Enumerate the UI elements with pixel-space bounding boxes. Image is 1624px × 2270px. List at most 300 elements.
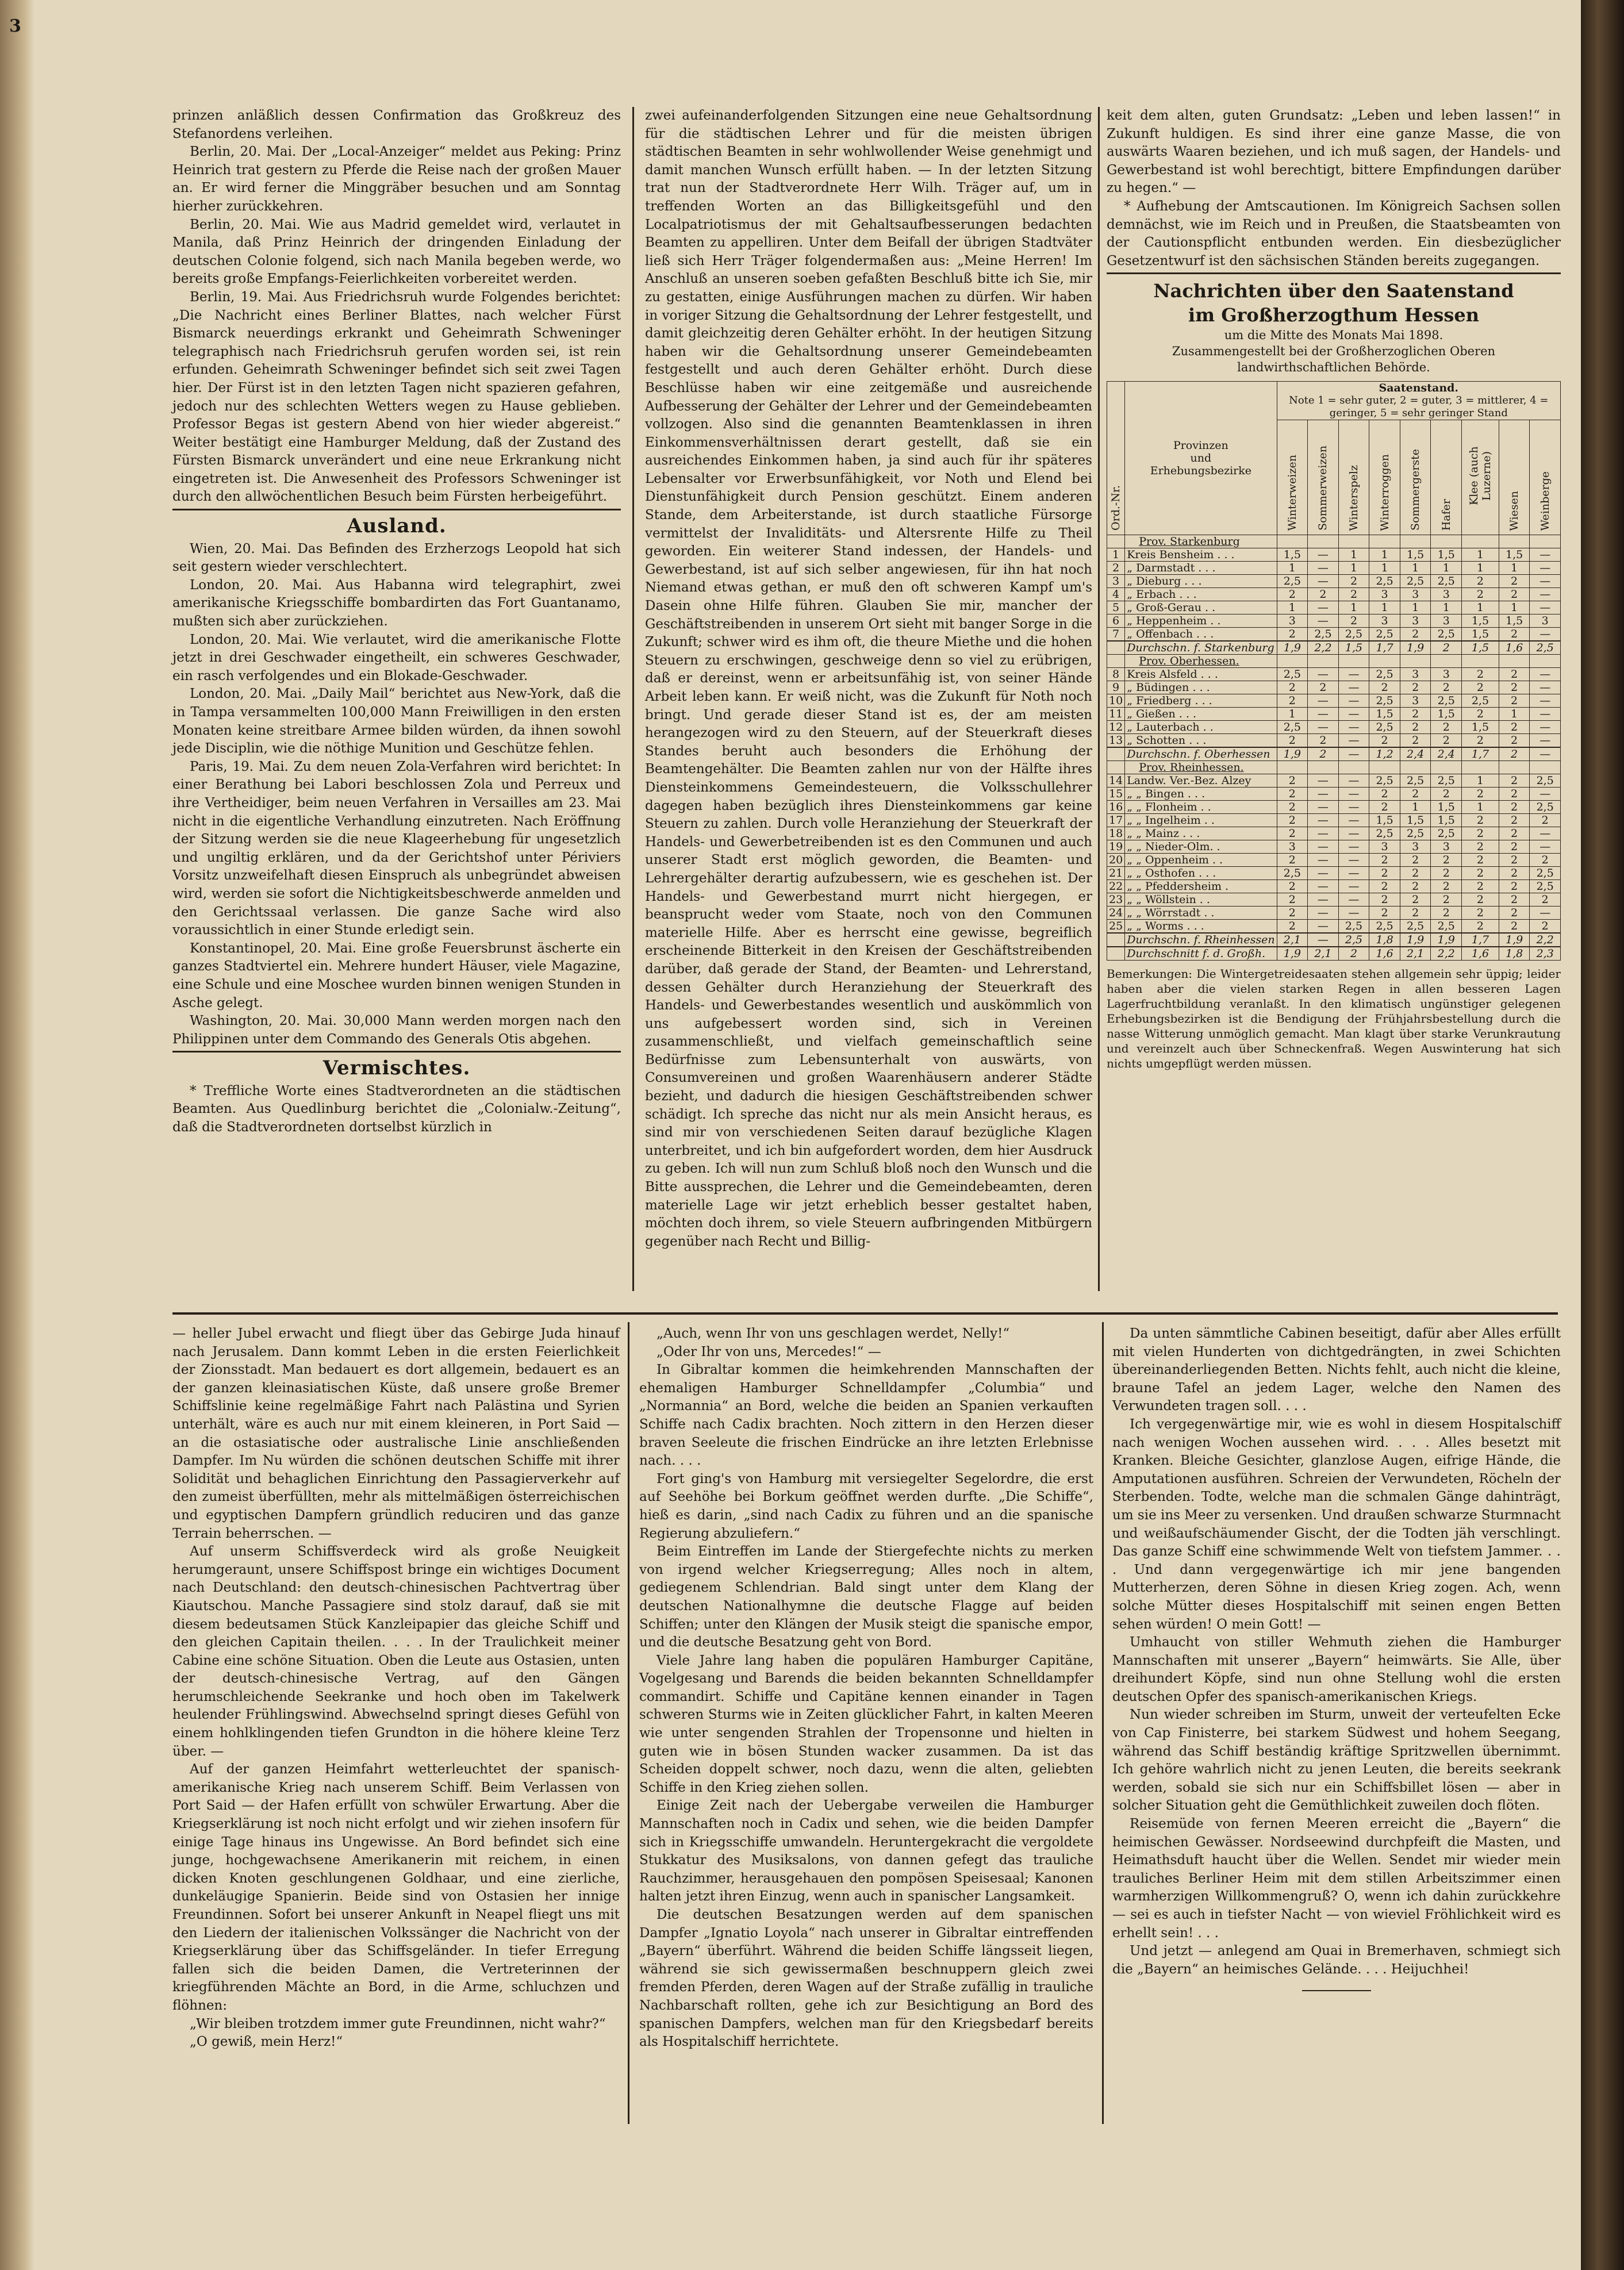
news-paragraph: London, 20. Mai. Wie verlautet, wird die amerikanische Flotte jetzt in drei Geschwader eingetheilt, ein schweres Geschwader, ein rasch verfolgendes und ein Blokade-Geschwader. <box>172 632 621 683</box>
crop-header: Klee (auch Luzerne) <box>1462 420 1499 535</box>
table-cell: — <box>1530 721 1561 734</box>
table-cell: 2 <box>1431 641 1462 655</box>
table-cell: 2 <box>1462 867 1499 880</box>
table-cell: 2 <box>1277 788 1308 801</box>
table-cell: 2,5 <box>1369 668 1400 681</box>
table-cell <box>1308 761 1339 774</box>
table-cell: 2 <box>1499 721 1530 734</box>
table-cell: 1 <box>1499 601 1530 614</box>
table-cell: 1 <box>1277 708 1308 721</box>
row-number: 23 <box>1107 893 1125 907</box>
feuilleton-paragraph: „O gewiß, mein Herz!“ <box>190 2034 343 2050</box>
row-number: 1 <box>1107 548 1125 562</box>
table-cell: 1,5 <box>1499 614 1530 628</box>
news-paragraph: Wien, 20. Mai. Das Befinden des Erzherzogs Leopold hat sich seit gestern wieder verschlechtert. <box>172 541 621 575</box>
table-row <box>1107 788 1561 801</box>
row-label: Durchschnitt f. d. Großh. <box>1125 947 1277 961</box>
row-label: „ Gießen . . . <box>1125 708 1277 721</box>
table-cell: 1 <box>1431 562 1462 575</box>
table-cell: 1,7 <box>1462 747 1499 761</box>
table-cell: 1,6 <box>1499 641 1530 655</box>
crop-header: Weinberge <box>1530 420 1561 535</box>
table-cell: 2,5 <box>1530 867 1561 880</box>
column-1 <box>172 107 621 1137</box>
table-cell: 2,5 <box>1400 575 1431 588</box>
table-cell: — <box>1338 681 1369 694</box>
table-cell: 2 <box>1277 588 1308 601</box>
end-rule <box>1302 1990 1371 1991</box>
table-cell: 2,5 <box>1277 721 1308 734</box>
table-cell: 2 <box>1431 880 1462 893</box>
row-number: 19 <box>1107 840 1125 854</box>
table-cell: 1 <box>1338 548 1369 562</box>
table-cell: 1,5 <box>1400 548 1431 562</box>
row-number: 7 <box>1107 628 1125 642</box>
table-cell: 2 <box>1277 628 1308 642</box>
table-header-ordnr: Ord.-Nr. <box>1107 382 1125 535</box>
table-cell: 1,9 <box>1277 641 1308 655</box>
table-cell: 3 <box>1431 614 1462 628</box>
table-cell: 1,6 <box>1462 947 1499 961</box>
table-cell: — <box>1308 814 1339 827</box>
table-cell: — <box>1530 708 1561 721</box>
table-cell: 3 <box>1431 588 1462 601</box>
feuilleton-paragraph: Ich vergegenwärtige mir, wie es wohl in diesem Hospitalschiff nach wenigen Wochen aussehen wird. . . . Alles besetzt mit Kranken. Bleiche Gesichter, glanzlose Augen, eifrige Hände, die Amputationen ausführen. Schreien der Verwundeten, Röcheln der Sterbenden. Todte, welche man die schmalen Gänge dahinträgt, um sie ins Meer zu versenken. Und draußen schwarze Sturmnacht und weißaufschäumender Gischt, der die Todten jäh verschlingt. Das ganze Schiff eine schwimmende Welt von tiefstem Jammer. . . . Und dann vergegenwärtige ich mir jene bangenden Mutterherzen, deren Söhne in diesen Krieg zogen. Ach, wenn solche Mütter dieses Hospitalschiff mit seinen engen Betten sehen würden! O mein Gott! — <box>1112 1416 1561 1632</box>
table-cell <box>1431 655 1462 668</box>
row-label: „ Erbach . . . <box>1125 588 1277 601</box>
row-number: 12 <box>1107 721 1125 734</box>
table-cell: 2 <box>1462 893 1499 907</box>
table-row <box>1107 747 1561 761</box>
row-label: Landw. Ver.-Bez. Alzey <box>1125 774 1277 788</box>
feuilleton-paragraph: Einige Zeit nach der Uebergabe verweilen die Hamburger Mannschaften noch in Cadix und sehen, wie die beiden Dampfer sich in Kriegsschiffe umwandeln. Heruntergekracht die vergoldete Stukkatur des Musiksalons, von dannen gefegt das trauliche Rauchzimmer, herausgehauen den pompösen Speisesaal; Kanonen halten jetzt ihren Einzug, wenn auch in spanischer Langsamkeit. <box>639 1798 1093 1904</box>
table-row <box>1107 548 1561 562</box>
section-heading-vermischtes: Vermischtes. <box>323 1057 471 1080</box>
row-label: „ „ Nieder-Olm. . <box>1125 840 1277 854</box>
table-cell: — <box>1530 548 1561 562</box>
table-cell: 2,4 <box>1431 747 1462 761</box>
table-cell: 1,7 <box>1462 933 1499 947</box>
table-cell: 1 <box>1400 801 1431 814</box>
table-cell: 2,5 <box>1431 694 1462 708</box>
feuilleton-paragraph: Nun wieder schreiben im Sturm, unweit der verteufelten Ecke von Cap Finisterre, bei starkem Südwest und hohem Seegang, während das Schiff beständig kräftige Spritzwellen übernimmt. Ich gehöre wahrlich nicht zu jenen Leuten, die bereits seekrank werden, sobald sie sich nur ein Schiffsbillet lösen — aber in solcher Situation geht die Gemüthlichkeit zuweilen doch flöten. <box>1112 1707 1561 1814</box>
table-cell: 2 <box>1462 814 1499 827</box>
row-number: 15 <box>1107 788 1125 801</box>
table-cell: 2 <box>1462 854 1499 867</box>
table-cell: 1,5 <box>1462 614 1499 628</box>
table-cell: 2 <box>1499 920 1530 934</box>
table-cell <box>1530 761 1561 774</box>
table-row <box>1107 562 1561 575</box>
row-label: „ Heppenheim . . <box>1125 614 1277 628</box>
table-cell: — <box>1308 854 1339 867</box>
table-cell: 2 <box>1431 734 1462 748</box>
row-number: 20 <box>1107 854 1125 867</box>
row-label: Kreis Bensheim . . . <box>1125 548 1277 562</box>
table-cell: 2 <box>1499 694 1530 708</box>
table-cell: 2,5 <box>1369 694 1400 708</box>
table-row <box>1107 920 1561 934</box>
table-row <box>1107 814 1561 827</box>
table-cell <box>1338 761 1369 774</box>
table-cell: — <box>1338 880 1369 893</box>
table-cell: 1,9 <box>1400 933 1431 947</box>
table-cell: — <box>1338 788 1369 801</box>
row-number: 5 <box>1107 601 1125 614</box>
section-divider <box>172 509 621 510</box>
table-row <box>1107 801 1561 814</box>
table-cell: 1,9 <box>1277 947 1308 961</box>
news-paragraph: keit dem alten, guten Grundsatz: „Leben und leben lassen!“ in Zukunft huldigen. Es sind ihrer eine ganze Masse, die von auswärts Waaren beziehen, und ich muß sagen, der Handels- und Gewerbestand ist wohl berechtigt, bittere Empfindungen darüber zu hegen.“ — <box>1107 108 1561 196</box>
row-number: 25 <box>1107 920 1125 934</box>
table-cell: 2 <box>1400 734 1431 748</box>
row-number: 18 <box>1107 827 1125 840</box>
table-cell: 2 <box>1462 907 1499 920</box>
table-cell: — <box>1338 840 1369 854</box>
table-cell: — <box>1338 774 1369 788</box>
saatenstand-title-2: im Großherzogthum Hessen <box>1188 304 1479 327</box>
table-cell: 2,5 <box>1308 628 1339 642</box>
table-cell: 2,3 <box>1530 947 1561 961</box>
table-cell: 2 <box>1431 721 1462 734</box>
table-cell: 2 <box>1499 588 1530 601</box>
saatenstand-date: um die Mitte des Monats Mai 1898. <box>1224 328 1443 343</box>
table-cell: 1,5 <box>1431 708 1462 721</box>
table-cell: — <box>1338 721 1369 734</box>
table-cell: 1 <box>1369 562 1400 575</box>
row-label: „ Groß-Gerau . . <box>1125 601 1277 614</box>
table-cell: 1,5 <box>1338 641 1369 655</box>
row-label: „ „ Wöllstein . . <box>1125 893 1277 907</box>
page-number: 3 <box>9 16 21 36</box>
table-cell: 1 <box>1400 562 1431 575</box>
table-row <box>1107 681 1561 694</box>
table-cell: — <box>1308 933 1339 947</box>
table-cell: — <box>1530 840 1561 854</box>
row-number: 21 <box>1107 867 1125 880</box>
table-cell: 2 <box>1400 628 1431 642</box>
feuilleton-paragraph: Fort ging's von Hamburg mit versiegelter Segelordre, die erst auf Seehöhe bei Borkum geöffnet werden durfte. „Die Schiffe“, hieß es darin, „sind nach Cadix zu führen und an die spanische Regierung abzuliefern.“ <box>639 1471 1093 1541</box>
table-row <box>1107 893 1561 907</box>
row-label: Prov. Rheinhessen. <box>1125 761 1277 774</box>
row-label: „ Schotten . . . <box>1125 734 1277 748</box>
table-cell: 2 <box>1462 681 1499 694</box>
table-cell: 1 <box>1277 601 1308 614</box>
table-cell: 1,5 <box>1431 801 1462 814</box>
saatenstand-table <box>1107 381 1561 961</box>
table-cell: 2 <box>1400 708 1431 721</box>
row-label: „ „ Flonheim . . <box>1125 801 1277 814</box>
table-cell: 2 <box>1499 827 1530 840</box>
table-cell: 3 <box>1400 840 1431 854</box>
table-cell: — <box>1338 694 1369 708</box>
table-row <box>1107 588 1561 601</box>
table-cell: 1,9 <box>1431 933 1462 947</box>
table-cell: — <box>1308 867 1339 880</box>
table-cell: 2 <box>1338 588 1369 601</box>
table-cell <box>1400 761 1431 774</box>
table-cell: 2 <box>1277 801 1308 814</box>
crop-header: Wiesen <box>1499 420 1530 535</box>
table-cell: 2 <box>1462 575 1499 588</box>
row-label: Durchschn. f. Starkenburg <box>1125 641 1277 655</box>
news-paragraph: London, 20. Mai. Aus Habanna wird telegraphirt, zwei amerikanische Kriegsschiffe bombardirten das Fort Guantanamo, mußten sich aber zurückziehen. <box>172 577 621 629</box>
table-cell <box>1308 655 1339 668</box>
news-paragraph: * Treffliche Worte eines Stadtverordneten an die städtischen Beamten. Aus Quedlinburg berichtet die „Colonialw.-Zeitung“, daß die Stadtverordneten dortselbst kürzlich in <box>172 1083 621 1135</box>
table-cell: 2 <box>1277 907 1308 920</box>
table-cell: — <box>1338 668 1369 681</box>
table-cell: 1,5 <box>1431 548 1462 562</box>
row-number: 11 <box>1107 708 1125 721</box>
row-label: Durchschn. f. Oberhessen <box>1125 747 1277 761</box>
table-cell <box>1277 761 1308 774</box>
row-label: Prov. Oberhessen. <box>1125 655 1277 668</box>
row-number: 16 <box>1107 801 1125 814</box>
table-cell: 2,5 <box>1369 721 1400 734</box>
news-paragraph: Berlin, 20. Mai. Der „Local-Anzeiger“ meldet aus Peking: Prinz Heinrich trat gestern zu Pferde die Reise nach der großen Mauer an. Er wird ferner die Minggräber besuchen und am Sonntag hierher zurückkehren. <box>172 144 621 214</box>
row-label: „ Dieburg . . . <box>1125 575 1277 588</box>
page-gutter <box>0 0 34 2270</box>
table-cell: 2,2 <box>1530 933 1561 947</box>
table-row <box>1107 708 1561 721</box>
table-cell: 3 <box>1277 840 1308 854</box>
news-paragraph: Berlin, 19. Mai. Aus Friedrichsruh wurde Folgendes berichtet: „Die Nachricht eines Berliner Blattes, nach welcher Fürst Bismarck neuerdings erkrankt und Geheimrath Schweninger telegraphisch nach Friedrichsruh gerufen worden sei, ist rein erfunden. Geheimrath Schweninger befindet sich seit zwei Tagen hier. Der Fürst ist in den letzten Tagen nicht spazieren gefahren, jedoch nur des schlechten Wetters wegen zu Hause geblieben. Professor Begas ist gestern Abend von hier wieder abgereist.“ Weiter bestätigt eine Hamburger Meldung, daß der Zustand des Fürsten Bismarck unverändert und eine neue Erkrankung nicht eingetreten ist. Die Anwesenheit des Professors Schweninger ist durch den allwöchentlichen Besuch beim Fürsten herbeigeführt. <box>172 289 621 505</box>
table-cell: 2 <box>1369 867 1400 880</box>
table-cell: — <box>1530 694 1561 708</box>
feuilleton-rule <box>172 1312 1558 1315</box>
row-number <box>1107 933 1125 947</box>
table-cell: — <box>1338 893 1369 907</box>
table-cell: 2 <box>1369 907 1400 920</box>
table-row <box>1107 933 1561 947</box>
section-heading-ausland: Ausland. <box>347 514 447 538</box>
news-paragraph: Paris, 19. Mai. Zu dem neuen Zola-Verfahren wird berichtet: In einer Berathung bei Labori beschlossen Zola und Perreux und ihre Vertheidiger, beim neuen Verfahren in Versailles am 23. Mai nicht in die eigentliche Verhandlung einzutreten. Nach Eröffnung der Sitzung werden sie die neue Klageerhebung für ungesetzlich und ungiltig erklären, und da der Gerichtshof unter Périviers Vorsitz unzweifelhaft diesen Einspruch als unbegründet abweisen wird, werden sie sofort die Nichtigkeitsbeschwerde anmelden und den Gerichtssaal verlassen. Die ganze Sache wird also voraussichtlich in einer Stunde erledigt sein. <box>172 759 621 938</box>
table-cell: 3 <box>1400 588 1431 601</box>
crop-header: Winterroggen <box>1369 420 1400 535</box>
table-cell: 2,5 <box>1530 641 1561 655</box>
row-number: 4 <box>1107 588 1125 601</box>
feuilleton-paragraph: Reisemüde von fernen Meeren erreicht die „Bayern“ die heimischen Gewässer. Nordseewind durchpfeift die Masten, und Heimathsduft haucht über die Wellen. Sendet mir wieder mein trauliches Berliner Heim mit dem stillen Arbeitszimmer einen warmherzigen Willkommengruß? O, wenn ich dahin zurückkehre — sei es auch in tiefster Nacht — von wieviel Fröhlichkeit wird es erhellt sein! . . . <box>1112 1816 1561 1941</box>
column-2 <box>645 107 1092 1251</box>
table-cell: 1 <box>1462 548 1499 562</box>
table-cell: — <box>1338 708 1369 721</box>
saatenstand-title: Nachrichten über den Saatenstand <box>1153 280 1514 302</box>
crop-header: Hafer <box>1431 420 1462 535</box>
table-cell: 2,5 <box>1400 920 1431 934</box>
table-cell: — <box>1530 562 1561 575</box>
table-cell <box>1462 535 1499 548</box>
table-cell: 3 <box>1277 614 1308 628</box>
table-cell: 2,5 <box>1277 575 1308 588</box>
row-label: „ „ Pfeddersheim . <box>1125 880 1277 893</box>
table-cell: 2,5 <box>1400 774 1431 788</box>
table-cell <box>1499 655 1530 668</box>
table-cell: — <box>1308 548 1339 562</box>
table-cell: — <box>1308 694 1339 708</box>
table-cell: 2 <box>1499 801 1530 814</box>
table-row <box>1107 535 1561 548</box>
feuilleton-paragraph: „Oder Ihr von uns, Mercedes!“ — <box>656 1344 881 1359</box>
table-cell: 1 <box>1462 801 1499 814</box>
row-label: „ Büdingen . . . <box>1125 681 1277 694</box>
table-cell: 1,5 <box>1369 814 1400 827</box>
table-cell: 2 <box>1499 840 1530 854</box>
table-row <box>1107 655 1561 668</box>
row-number: 3 <box>1107 575 1125 588</box>
table-cell: 2 <box>1462 708 1499 721</box>
row-label: „ „ Wörrstadt . . <box>1125 907 1277 920</box>
row-number: 6 <box>1107 614 1125 628</box>
table-cell <box>1400 535 1431 548</box>
table-cell: — <box>1530 575 1561 588</box>
table-cell: 2,1 <box>1308 947 1339 961</box>
table-cell: 2 <box>1277 893 1308 907</box>
table-cell: 2 <box>1277 880 1308 893</box>
table-cell: 2 <box>1499 668 1530 681</box>
table-cell: 2 <box>1462 788 1499 801</box>
table-cell: 2 <box>1308 681 1339 694</box>
table-cell: — <box>1308 880 1339 893</box>
feuilleton-paragraph: „Auch, wenn Ihr von uns geschlagen werdet, Nelly!“ <box>656 1326 1010 1341</box>
column-rule <box>632 107 634 1291</box>
section-divider <box>172 1051 621 1053</box>
table-cell: 2 <box>1400 880 1431 893</box>
section-divider <box>1107 272 1561 274</box>
table-cell: 2,1 <box>1277 933 1308 947</box>
row-number: 8 <box>1107 668 1125 681</box>
feuilleton-paragraph: Da unten sämmtliche Cabinen beseitigt, dafür aber Alles erfüllt mit vielen Hunderten von dichtgedrängten, in zwei Schichten übereinanderliegenden Betten. Nichts fehlt, auch nicht die kleine, braune Tafel an jedem Lager, welche den Namen des Verwundeten tragen soll. . . . <box>1112 1326 1561 1414</box>
table-cell <box>1277 535 1308 548</box>
table-cell: 2,5 <box>1369 920 1400 934</box>
row-label: „ Lauterbach . . <box>1125 721 1277 734</box>
table-cell: 2,4 <box>1400 747 1431 761</box>
news-paragraph: Washington, 20. Mai. 30,000 Mann werden morgen nach den Philippinen unter dem Commando des Generals Otis abgehen. <box>172 1013 621 1047</box>
row-number <box>1107 747 1125 761</box>
table-cell: 2 <box>1400 788 1431 801</box>
crop-header: Winterspelz <box>1338 420 1369 535</box>
table-cell: — <box>1308 708 1339 721</box>
table-cell: 2 <box>1369 893 1400 907</box>
table-cell: 2 <box>1462 840 1499 854</box>
table-cell <box>1369 655 1400 668</box>
table-cell: 1 <box>1369 548 1400 562</box>
table-cell <box>1462 761 1499 774</box>
row-label: „ „ Oppenheim . . <box>1125 854 1277 867</box>
table-cell: 3 <box>1431 840 1462 854</box>
feuilleton-paragraph: Beim Eintreffen im Lande der Stiergefechte nichts zu merken von irgend welcher Kriegserregung; Alles noch in altem, gediegenem Schlendrian. Bald singt unter dem Klang der deutschen Nationalhymne die deutsche Flagge auf beiden Schiffen; unter den Klängen der Musik steigt die spanische empor, und die deutsche Besatzung geht von Bord. <box>639 1544 1093 1650</box>
table-cell: 1 <box>1400 601 1431 614</box>
table-cell: 2 <box>1499 681 1530 694</box>
feuilleton-paragraph: Umhaucht von stiller Wehmuth ziehen die Hamburger Mannschaften mit unserer „Bayern“ heimwärts. Sie Alle, über dreihundert Köpfe, sind nun ohne Stellung wohl die ersten deutschen Opfer des spanisch-amerikanischen Kriegs. <box>1112 1635 1561 1704</box>
table-row <box>1107 880 1561 893</box>
table-row <box>1107 641 1561 655</box>
table-cell: 1,5 <box>1400 814 1431 827</box>
row-number: 10 <box>1107 694 1125 708</box>
table-cell: 2,5 <box>1338 920 1369 934</box>
table-row <box>1107 734 1561 748</box>
table-cell <box>1277 655 1308 668</box>
table-row <box>1107 840 1561 854</box>
table-row <box>1107 601 1561 614</box>
book-spine <box>1581 0 1624 2270</box>
table-cell: 2,5 <box>1338 628 1369 642</box>
table-cell: 3 <box>1369 588 1400 601</box>
feuilleton-paragraph: Auf unserm Schiffsverdeck wird als große Neuigkeit herumgeraunt, unsere Schiffspost bringe ein wichtiges Document nach Deutschland: den deutsch-chinesischen Pachtvertrag über Kiautschou. Manche Passagiere sind stolz darauf, daß sie mit diesem bedeutsamen Stück Kanzleipapier das gleiche Schiff und den gleichen Capitain theilen. . . . In der Traulichkeit meiner Cabine eine schöne Situation. Oben die Leute aus Ostasien, unten der deutsch-chinesische Vertrag, auf den Gängen herumschleichende Seekranke und hoch oben im Takelwerk heulender Frühlingswind. Abwechselnd springt dieses Gefühl von einem hohlklingenden tiefen Grundton in die höhere kleine Terz über. — <box>172 1544 620 1759</box>
row-label: „ Friedberg . . . <box>1125 694 1277 708</box>
table-cell: 2,5 <box>1530 801 1561 814</box>
row-number: 14 <box>1107 774 1125 788</box>
table-row <box>1107 761 1561 774</box>
table-cell: — <box>1308 575 1339 588</box>
table-cell: 2 <box>1431 854 1462 867</box>
feuilleton-paragraph: In Gibraltar kommen die heimkehrenden Mannschaften der ehemaligen Hamburger Schnelldampfer „Columbia“ und „Normannia“ an Bord, welche die beiden an Spanien verkauften Schiffe nach Cadix brachten. Noch zittern in den Herzen dieser braven Seeleute die frischen Eindrücke an ihre letzten Erlebnisse nach. . . . <box>639 1362 1093 1469</box>
row-label: „ „ Mainz . . . <box>1125 827 1277 840</box>
table-cell <box>1308 535 1339 548</box>
table-cell: 2,2 <box>1431 947 1462 961</box>
table-cell: 2 <box>1277 681 1308 694</box>
table-cell: 1 <box>1499 562 1530 575</box>
table-cell <box>1499 761 1530 774</box>
table-header-provinzen: Provinzen und Erhebungsbezirke <box>1125 382 1277 535</box>
row-number: 13 <box>1107 734 1125 748</box>
table-cell: 1,9 <box>1277 747 1308 761</box>
table-cell: 2 <box>1431 867 1462 880</box>
table-row <box>1107 907 1561 920</box>
row-number <box>1107 947 1125 961</box>
table-row <box>1107 854 1561 867</box>
table-cell: — <box>1530 668 1561 681</box>
table-cell: 1,2 <box>1369 747 1400 761</box>
feuilleton-column-2 <box>639 1325 1093 2052</box>
table-cell: — <box>1308 774 1339 788</box>
table-cell: 2 <box>1369 788 1400 801</box>
crop-header: Sommergerste <box>1400 420 1431 535</box>
table-cell: — <box>1308 840 1339 854</box>
table-cell: 2,5 <box>1431 827 1462 840</box>
table-row <box>1107 721 1561 734</box>
table-cell: — <box>1530 788 1561 801</box>
table-cell: 3 <box>1431 668 1462 681</box>
table-cell: 2 <box>1338 947 1369 961</box>
table-cell: 1,8 <box>1369 933 1400 947</box>
table-cell: 2 <box>1462 588 1499 601</box>
table-cell: 2 <box>1499 854 1530 867</box>
table-cell: 2,5 <box>1369 774 1400 788</box>
table-cell: 2 <box>1400 907 1431 920</box>
table-cell: 2 <box>1462 827 1499 840</box>
table-cell: 2 <box>1369 734 1400 748</box>
table-cell: 1,5 <box>1462 641 1499 655</box>
table-row <box>1107 867 1561 880</box>
news-paragraph: * Aufhebung der Amtscautionen. Im Königreich Sachsen sollen demnächst, wie im Reich und in Preußen, die Staatsbeamten von der Cautionspflicht entbunden werden. Ein diesbezüglicher Gesetzentwurf ist den sächsischen Ständen bereits zugegangen. <box>1107 198 1561 268</box>
table-row <box>1107 614 1561 628</box>
feuilleton-column-1 <box>172 1325 620 2052</box>
table-cell: 2 <box>1530 854 1561 867</box>
saatenstand-remarks: Bemerkungen: Die Wintergetreidesaaten stehen allgemein sehr üppig; leider haben aber die vielen starken Regen in allen besseren Lagen Lagerfruchtbildung veranlaßt. In den klimatisch ungünstiger gelegenen Erhebungsbezirken ist die Bendigung der Frühjahrsbestellung durch die nasse Witterung unmöglich gemacht. Man klagt über starke Verunkrautung und vereinzelt auch über Schneckenfraß. Wegen Auswinterung hat sich nichts umgepflügt werden müssen. <box>1107 967 1561 1071</box>
table-cell: 2 <box>1499 893 1530 907</box>
table-row <box>1107 575 1561 588</box>
table-cell: — <box>1530 588 1561 601</box>
table-cell: 1 <box>1369 601 1400 614</box>
table-cell: 3 <box>1369 840 1400 854</box>
news-paragraph: zwei aufeinanderfolgenden Sitzungen eine neue Gehaltsordnung für die städtischen Lehrer und für die meisten übrigen städtischen Beamten in sehr wohlwollender Weise genehmigt und damit manchen Wunsch erfüllt haben. — In der letzten Sitzung trat nun der Stadtverordnete Herr Wilh. Träger auf, um in treffenden Worten an das Billigkeitsgefühl und den Localpatriotismus der mit Gehaltsaufbesserungen bedachten Beamten zu appelliren. Unter dem Beifall der übrigen Stadtväter ließ sich Herr Träger folgendermaßen aus: „Meine Herren! Im Anschluß an unseren soeben gefaßten Beschluß bitte ich Sie, mir zu gestatten, einige Ausführungen machen zu dürfen. Wir haben in voriger Sitzung die Gehaltsordnung der Lehrer festgestellt, und damit gleichzeitig deren Gehälter erhöht. In der heutigen Sitzung haben wir die Gehaltsordnung unserer Gemeindebeamten festgestellt und auch deren Gehälter erhöht. Durch diese Beschlüsse haben wir eine zeitgemäße und ausreichende Aufbesserung der Gehälter der Lehrer und der Gemeindebeamten vollzogen. Also sind die genannten Beamtenklassen in ihren Einkommensverhältnissen derart gestellt, daß sie ein ausreichendes Einkommen haben, ja sind auch für ihr späteres Lebensalter vor Erwerbsunfähigkeit, vor Noth und Elend bei Dienstunfähigkeit durch Pension geschützt. Einem anderen Stande, dem Arbeiterstande, ist durch staatliche Fürsorge vermittelst der Invaliditäts- und Altersrente Hilfe zu Theil geworden. Ein weiterer Stand indessen, der Handels- und Gewerbestand, ist auf sich selber angewiesen, für ihn hat noch Niemand etwas gethan, er muß den oft schweren Kampf um's Dasein ohne Hilfe führen. Glauben Sie mir, mancher der Geschäftstreibenden in unserem Ort sieht mit banger Sorge in die Zukunft; schwer wird es ihm oft, die theure Miethe und die hohen Steuern zu erschwingen, geschweige denn so viel zu erübrigen, daß er dereinst, wenn er arbeitsunfähig ist, von seiner Hände Arbeit leben kann. Er weiß nicht, was die Zukunft für Noth noch bringt. Und gerade dieser Stand ist es, der am meisten herangezogen wird zu den Steuern, auf der Steuerkraft dieses Standes beruht auch besonders die Erhöhung der Beamtengehälter. Die Beamten zahlen nur von der Hälfte ihres Diensteinkommens Gemeindesteuern, die Volksschullehrer dagegen haben bezüglich ihres Diensteinkommens gar keine Steuern zu zahlen. Durch volle Heranziehung der Steuerkraft der Handels- und Gewerbetreibenden ist es den Communen und auch unserer Stadt erst möglich geworden, die Beamten- und Lehrergehälter derartig aufzubessern, wie es geschehen ist. Der Handels- und Gewerbestand murrt nicht hiergegen, er beansprucht weder vom Staate, noch von den Communen materielle Hilfe. Aber es herrscht eine gewisse, begreiflich erscheinende Bitterkeit in den Kreisen der Geschäftstreibenden darüber, daß gerade der Stand, der Beamten- und Lehrerstand, dessen Gehälter durch Heranziehung der Steuerkraft des Handels- und Gewerbestandes wesentlich und auskömmlich von uns aufgebessert worden sind, sich in Vereinen zusammenschließt, und vielfach gemeinschaftlich seine Bedürfnisse zum Lebensunterhalt von auswärts, von Consumvereinen und großen Waarenhäusern anderer Städte bezieht, und dadurch die hiesigen Geschäftstreibenden schwer schädigt. Ich spreche das nicht nur als mein Ansicht heraus, es sind mir von verschiedenen Seiten darauf bezügliche Klagen unterbreitet, und ich bin aufgefordert worden, dem hier Ausdruck zu geben. Ich will nun zum Schluß bloß noch den Wunsch und die Bitte aussprechen, die Lehrer und die Gemeindebeamten, deren materielle Lage wir jetzt erheblich besser gestaltet haben, möchten doch ihrem, so viele Steuern aufbringenden Mitbürgern gegenüber nach Recht und Billig- <box>645 108 1092 1249</box>
feuilleton-paragraph: — heller Jubel erwacht und fliegt über das Gebirge Juda hinauf nach Jerusalem. Dann kommt Leben in die ersten Feierlichkeit der Zionsstadt. Man bedauert es dort allgemein, bedauert es an der ganzen kleinasiatischen Küste, daß unsere große Bremer Schiffslinie keine regelmäßige Fahrt nach Palästina und Syrien unterhält, wäre es auch nur mit einem kleineren, in Port Said — an die ostasiatische oder australische Linie anschließenden Dampfer. Im Nu würden die schönen deutschen Schiffe mit ihrer Solidität und behaglichen Einrichtung den Passagierverkehr auf den zumeist überfüllten, mehr als mittelmäßigen österreichischen und egyptischen Dampfern gründlich reduciren und das ganze Terrain beherrschen. — <box>172 1326 620 1541</box>
table-cell: 2 <box>1369 880 1400 893</box>
table-cell: — <box>1530 827 1561 840</box>
table-cell: 2,5 <box>1462 694 1499 708</box>
table-cell <box>1530 535 1561 548</box>
table-cell: 1,5 <box>1369 708 1400 721</box>
